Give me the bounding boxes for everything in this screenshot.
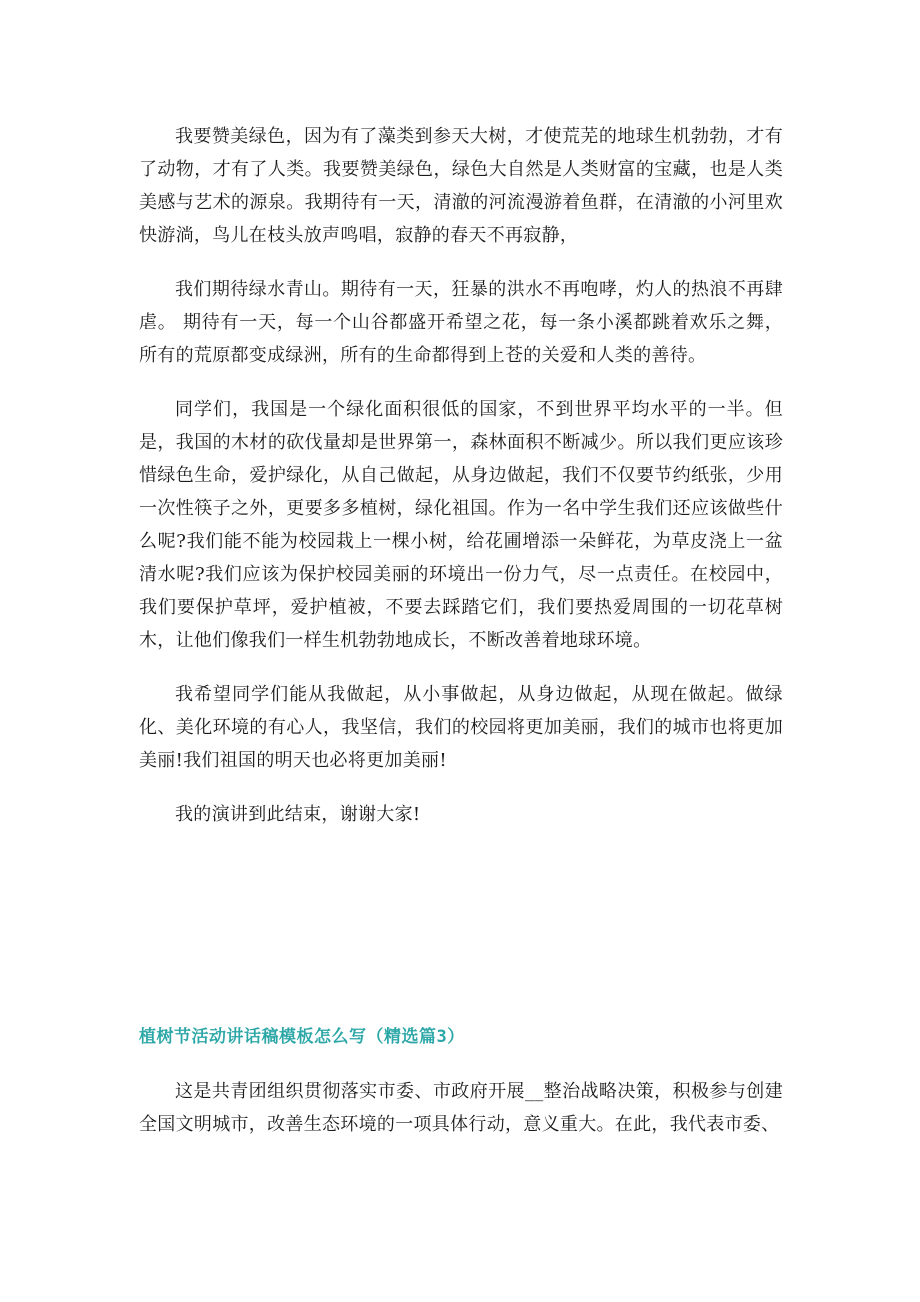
- paragraph-praise-green: 我要赞美绿色，因为有了藻类到参天大树，才使荒芜的地球生机勃勃，才有了动物，才有了人类。我要赞美绿色，绿色大自然是人类财富的宝藏，也是人类美感与艺术的源泉。我期待有一天，清澈的河流漫游着鱼群，在清澈的小河里欢快游淌，鸟儿在枝头放声鸣唱，寂静的春天不再寂静，: [139, 126, 783, 246]
- paragraph-section-intro: 这是共青团组织贯彻落实市委、市政府开展__整治战略决策，积极参与创建全国文明城市，改善生态环境的一项具体行动，意义重大。在此，我代表市委、: [139, 1081, 783, 1135]
- paragraph-closing: 我的演讲到此结束，谢谢大家!: [175, 804, 421, 825]
- section-body: [139, 1075, 783, 1141]
- section-heading: 植树节活动讲话稿模板怎么写（精选篇3）: [139, 1027, 465, 1047]
- paragraph-green-mountains: 我们期待绿水青山。期待有一天，狂暴的洪水不再咆哮，灼人的热浪不再肆虐。 期待有一天，每一个山谷都盛开希望之花，每一条小溪都跳着欢乐之舞，所有的荒原都变成绿洲，所有的生命都得到上苍的关爱和人类的善待。: [139, 279, 783, 366]
- paragraph-classmates: 同学们，我国是一个绿化面积很低的国家，不到世界平均水平的一半。但是，我国的木材的砍伐量却是世界第一，森林面积不断减少。所以我们更应该珍惜绿色生命，爱护绿化，从自己做起，从身边做起，我们不仅要节约纸张，少用一次性筷子之外，更要多多植树，绿化祖国。作为一名中学生我们还应该做些什么呢?我们能不能为校园栽上一棵小树，给花圃增添一朵鲜花，为草皮浇上一盆清水呢?我们应该为保护校园美丽的环境出一份力气，尽一点责任。在校园中，我们要保护草坪，爱护植被，不要去踩踏它们，我们要热爱周围的一切花草树木，让他们像我们一样生机勃勃地成长，不断改善着地球环境。: [139, 399, 783, 651]
- speech-body: [139, 120, 783, 831]
- paragraph-hope: 我希望同学们能从我做起，从小事做起，从身边做起，从现在做起。做绿化、美化环境的有心人，我坚信，我们的校园将更加美丽，我们的城市也将更加美丽!我们祖国的明天也必将更加美丽!: [139, 684, 783, 771]
